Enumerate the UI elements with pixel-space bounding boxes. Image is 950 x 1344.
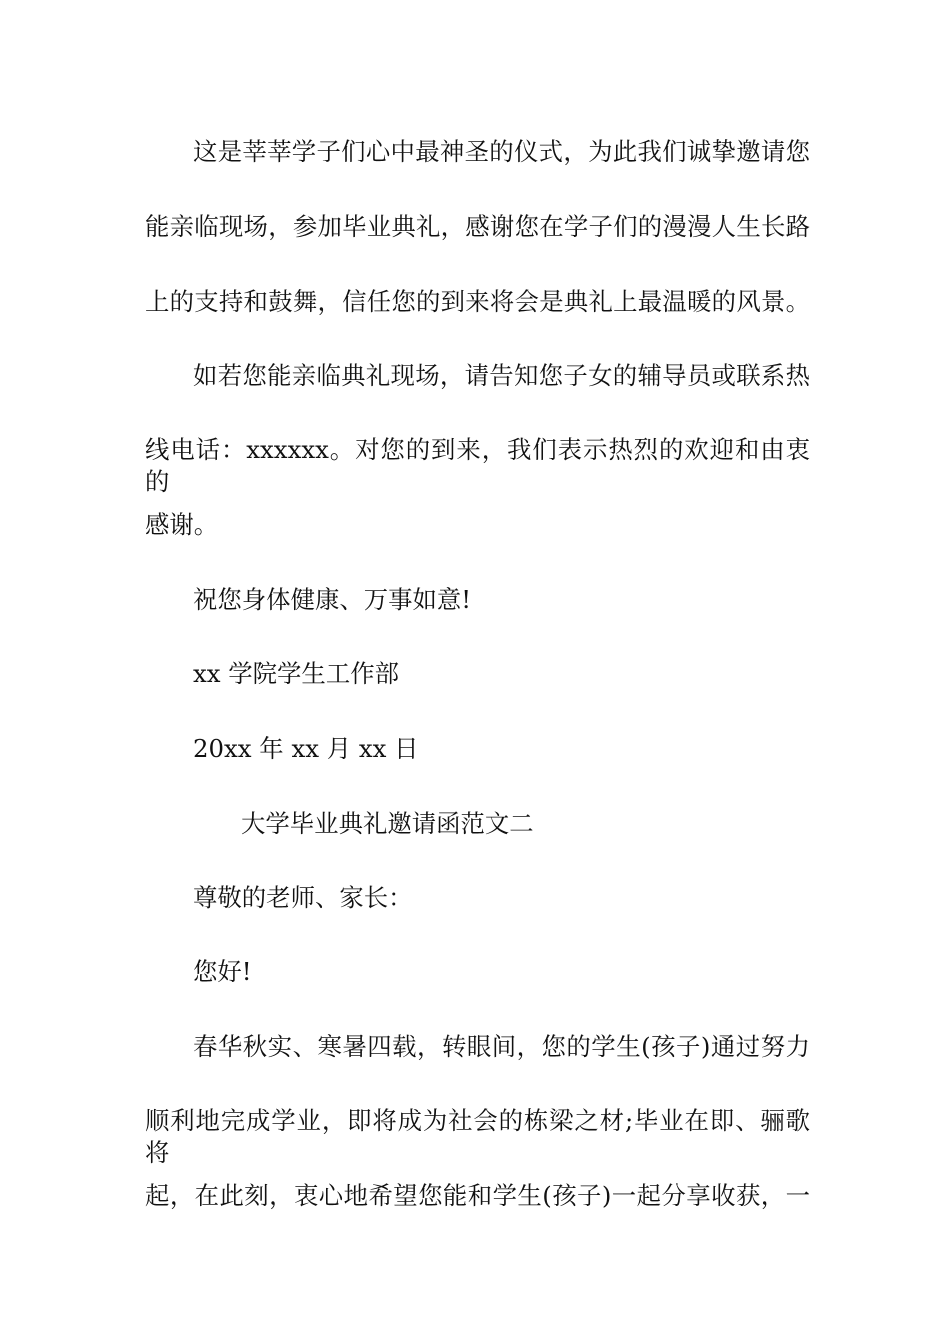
paragraph-3-line-1: 春华秋实、寒暑四载，转眼间，您的学生(孩子)通过努力 [193,1032,810,1061]
salutation: 尊敬的老师、家长： [193,883,413,912]
paragraph-3-line-3: 起，在此刻，衷心地希望您能和学生(孩子)一起分享收获，一 [145,1181,810,1210]
signature-date: 20xx 年 xx 月 xx 日 [193,734,419,763]
paragraph-2-line-1: 如若您能亲临典礼现场，请告知您子女的辅导员或联系热 [193,361,810,390]
paragraph-1-line-2: 能亲临现场，参加毕业典礼，感谢您在学子们的漫漫人生长路 [145,212,810,241]
greeting: 您好! [193,957,252,986]
signature-department: xx 学院学生工作部 [193,659,399,688]
paragraph-1-line-3: 上的支持和鼓舞，信任您的到来将会是典礼上最温暖的风景。 [145,287,810,316]
paragraph-2-line-2: 线电话：xxxxxx。对您的到来，我们表示热烈的欢迎和由衷的 [145,435,810,496]
section-title: 大学毕业典礼邀请函范文二 [241,809,534,838]
closing-wish: 祝您身体健康、万事如意! [193,585,472,614]
paragraph-3-line-2: 顺利地完成学业，即将成为社会的栋梁之材;毕业在即、骊歌将 [145,1106,810,1167]
paragraph-2-line-3: 感谢。 [145,510,219,539]
paragraph-1-line-1: 这是莘莘学子们心中最神圣的仪式，为此我们诚挚邀请您 [193,137,810,166]
